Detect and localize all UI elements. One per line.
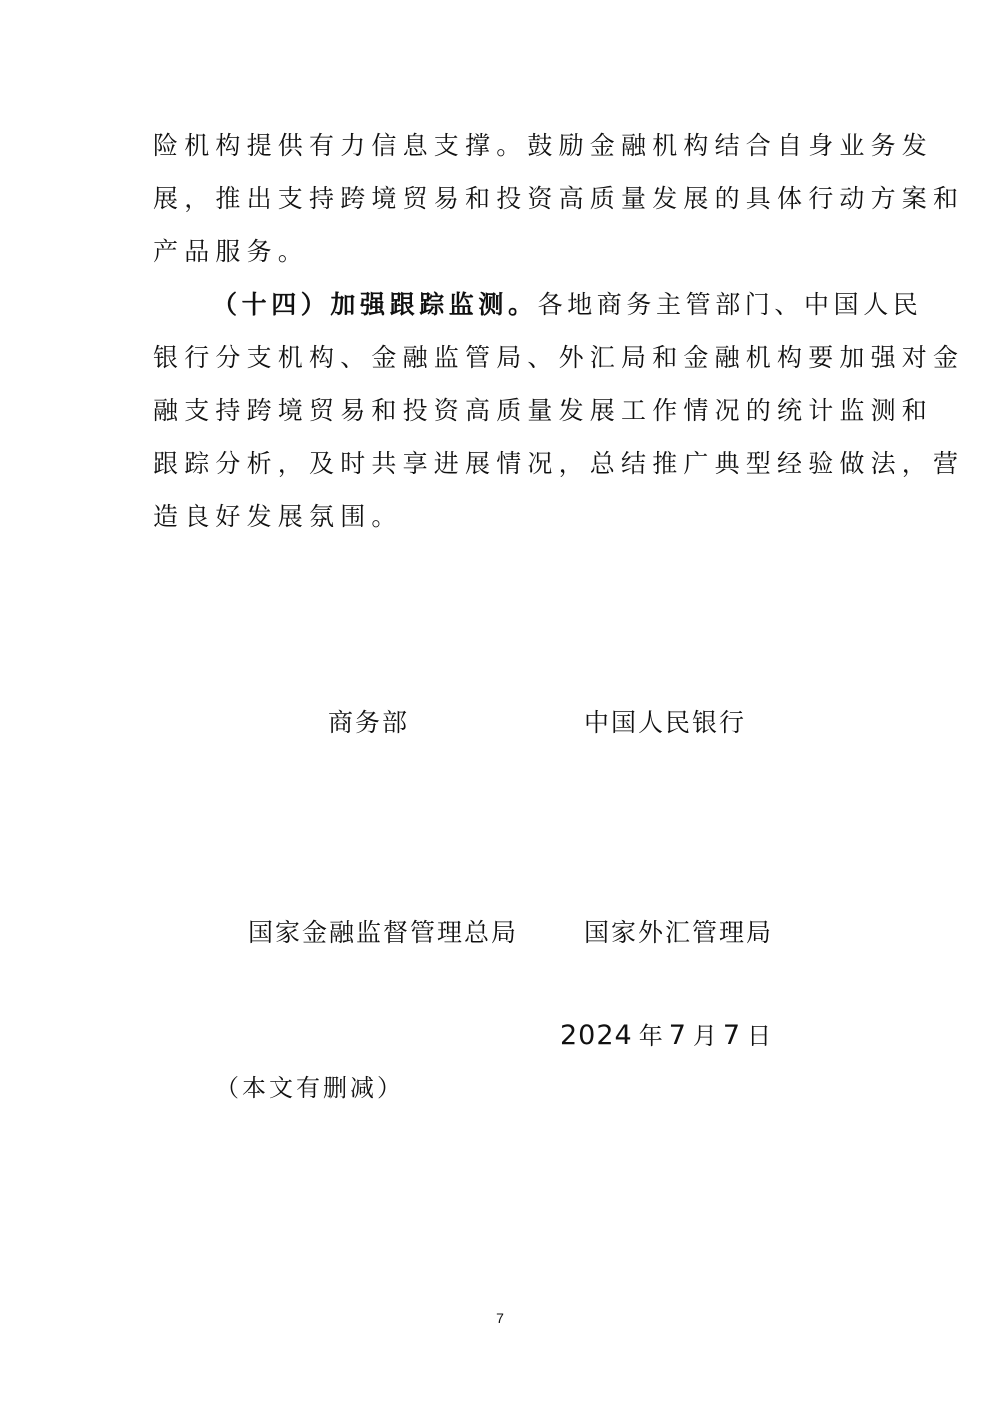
paragraph-line: 展，推出支持跨境贸易和投资高质量发展的具体行动方案和 bbox=[153, 184, 965, 213]
section-14-first-line bbox=[212, 290, 923, 320]
signatory-mofcom: 商务部 bbox=[328, 708, 410, 737]
paragraph-line: 银行分支机构、金融监管局、外汇局和金融机构要加强对金 bbox=[153, 343, 965, 372]
page-number: 7 bbox=[496, 1310, 504, 1326]
date-month: 7 bbox=[668, 1020, 687, 1051]
paragraph-line: 造良好发展氛围。 bbox=[153, 502, 403, 531]
signatory-nfra: 国家金融监督管理总局 bbox=[248, 918, 519, 947]
section-first-line-text: 各地商务主管部门、中国人民 bbox=[537, 290, 923, 319]
document-date bbox=[560, 1020, 777, 1052]
paragraph-line: 跟踪分析，及时共享进展情况，总结推广典型经验做法，营 bbox=[153, 449, 965, 478]
date-year-char: 年 bbox=[638, 1022, 663, 1050]
signatory-safe: 国家外汇管理局 bbox=[584, 918, 774, 947]
paragraph-line: 险机构提供有力信息支撑。鼓励金融机构结合自身业务发 bbox=[153, 131, 934, 160]
section-heading: （十四）加强跟踪监测。 bbox=[212, 290, 538, 319]
date-month-char: 月 bbox=[692, 1022, 717, 1050]
abridged-note: （本文有删减） bbox=[215, 1074, 404, 1102]
date-day: 7 bbox=[722, 1020, 742, 1051]
signatory-pboc: 中国人民银行 bbox=[584, 708, 747, 737]
date-year: 2024 bbox=[560, 1020, 633, 1051]
date-day-char: 日 bbox=[747, 1022, 772, 1050]
paragraph-line: 融支持跨境贸易和投资高质量发展工作情况的统计监测和 bbox=[153, 396, 934, 425]
paragraph-line: 产品服务。 bbox=[153, 237, 310, 266]
